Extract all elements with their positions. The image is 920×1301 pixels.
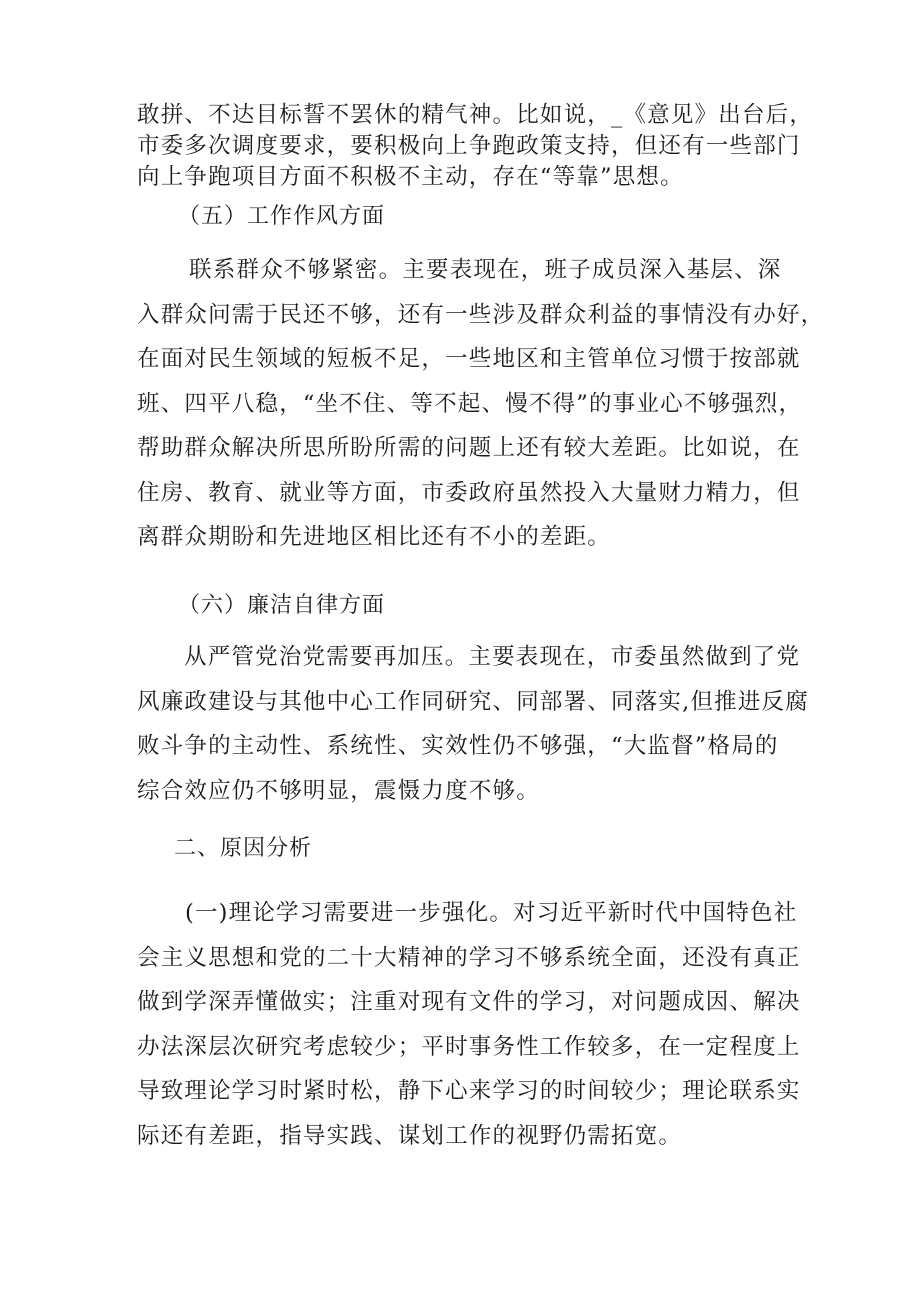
section-six-paragraph bbox=[137, 635, 809, 813]
paragraph-line: 帮助群众解决所思所盼所需的问题上还有较大差距。比如说，在 bbox=[137, 435, 801, 461]
paragraph-line: 班、四平八稳，“坐不住、等不起、慢不得”的事业心不够强烈， bbox=[137, 390, 803, 417]
cause-one-paragraph bbox=[137, 891, 801, 1158]
paragraph-line: 败斗争的主动性、系统性、实效性仍不够强，“大监督”格局的 bbox=[137, 733, 779, 759]
paragraph-line: 会主义思想和党的二十大精神的学习不够系统全面，还没有真正 bbox=[137, 944, 801, 971]
paragraph-line: 向上争跑项目方面不积极不主动，存在“等靠”思想。 bbox=[137, 164, 684, 190]
paragraph-line: (一)理论学习需要进一步强化。对习近平新时代中国特色社 bbox=[185, 900, 798, 926]
paragraph-line: 市委多次调度要求，要积极向上争跑政策支持，但还有一些部门 bbox=[137, 133, 801, 159]
section-six-heading: （六）廉洁自律方面 bbox=[178, 593, 386, 618]
section-five-heading: （五）工作作风方面 bbox=[178, 204, 386, 229]
paragraph-line: 在面对民生领域的短板不足，一些地区和主管单位习惯于按部就 bbox=[137, 346, 801, 372]
paragraph-line: 联系群众不够紧密。主要表现在，班子成员深入基层、深 bbox=[189, 257, 782, 283]
paragraph-line: 入群众问需于民还不够，还有一些涉及群众利益的事情没有办好， bbox=[137, 301, 825, 328]
continuation-paragraph bbox=[137, 100, 814, 193]
section-five-paragraph bbox=[137, 248, 825, 560]
paragraph-line: 导致理论学习时紧时松，静下心来学习的时间较少；理论联系实 bbox=[137, 1078, 801, 1104]
paragraph-line: 综合效应仍不够明显，震慑力度不够。 bbox=[137, 777, 540, 804]
paragraph-line: 做到学深弄懂做实；注重对现有文件的学习，对问题成因、解决 bbox=[137, 989, 801, 1015]
part-two-heading: 二、原因分析 bbox=[174, 836, 313, 861]
paragraph-line: 际还有差距，指导实践、谋划工作的视野仍需拓宽。 bbox=[137, 1122, 683, 1149]
paragraph-line: 住房、教育、就业等方面，市委政府虽然投入大量财力精力，但 bbox=[137, 479, 801, 506]
paragraph-line: 敢拼、不达目标誓不罢休的精气神。比如说，_《意见》出台后， bbox=[137, 102, 814, 128]
paragraph-line: 从严管党治党需要再加压。主要表现在，市委虽然做到了党 bbox=[184, 644, 801, 670]
paragraph-line: 风廉政建设与其他中心工作同研究、同部署、同落实,但推进反腐 bbox=[137, 688, 809, 715]
paragraph-line: 办法深层次研究考虑较少；平时事务性工作较多，在一定程度上 bbox=[137, 1033, 801, 1060]
paragraph-line: 离群众期盼和先进地区相比还有不小的差距。 bbox=[137, 524, 612, 550]
